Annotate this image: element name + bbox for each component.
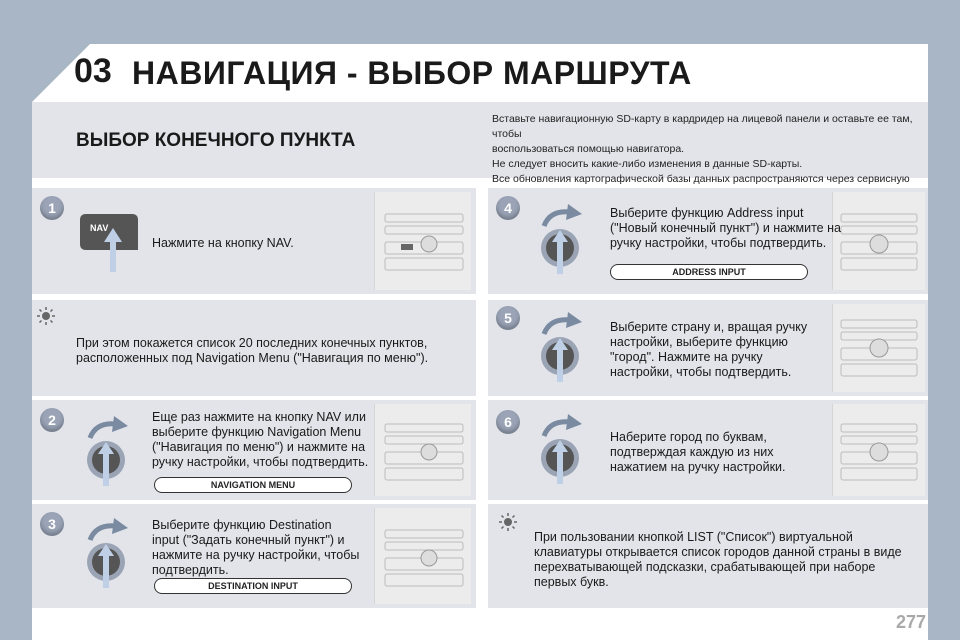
step-1-radio-image [374, 192, 471, 290]
navigation-menu-label: NAVIGATION MENU [154, 477, 352, 493]
nav-button-illustration [78, 210, 148, 256]
intro-line: воспользоваться помощью навигатора. [492, 143, 685, 155]
step-6-line: нажатием на ручку настройки. [610, 460, 786, 474]
step-3-line: input ("Задать конечный пункт") и [152, 533, 345, 547]
intro-line: Все обновления картографической базы данных распространяются через сервисную [492, 173, 910, 185]
step-6-badge: 6 [496, 410, 520, 434]
step-5-radio-image [832, 304, 925, 392]
tip-1-line: расположенных под Navigation Menu ("Навигация по меню"). [76, 351, 429, 365]
lightbulb-icon [36, 306, 56, 326]
tip-2-text [534, 530, 902, 590]
tip-2-line: первых букв. [534, 575, 609, 589]
step-6-text [610, 430, 786, 475]
address-input-label: ADDRESS INPUT [610, 264, 808, 280]
rotary-knob-icon [538, 414, 588, 484]
nav-button-label: NAV [90, 223, 109, 233]
step-5-line: "город". Нажмите на ручку [610, 350, 763, 364]
step-4-radio-image [832, 192, 925, 290]
rotary-knob-icon [84, 416, 134, 486]
destination-input-label: DESTINATION INPUT [154, 578, 352, 594]
rotary-knob-icon [84, 518, 134, 588]
step-2-line: ручку настройки, чтобы подтвердить. [152, 455, 369, 469]
rotary-knob-icon [538, 204, 588, 274]
watermark: carmanualsonline.info [520, 612, 786, 639]
tip-1-text [76, 336, 428, 366]
intro-line: Вставьте навигационную SD-карту в кардридер на лицевой панели и оставьте ее там, чтобы [492, 113, 913, 140]
step-5-line: настройки, выберите функцию [610, 335, 788, 349]
step-1-text: Нажмите на кнопку NAV. [152, 236, 294, 250]
step-4-line: Выберите функцию Address input [610, 206, 804, 220]
step-4-line: ("Новый конечный пункт") и нажмите на [610, 221, 841, 235]
lightbulb-icon [498, 512, 518, 532]
step-5-line: настройки, чтобы подтвердить. [610, 365, 792, 379]
step-6-line: подтверждая каждую из них [610, 445, 774, 459]
intro-line: Не следует вносить какие-либо изменения в данные SD-карты. [492, 158, 803, 170]
page-number: 277 [896, 612, 927, 632]
step-1-badge: 1 [40, 196, 64, 220]
step-3-line: подтвердить. [152, 563, 229, 577]
step-6-radio-image [832, 404, 925, 496]
step-4-text [610, 206, 841, 251]
step-2-radio-image [374, 404, 471, 496]
step-4-badge: 4 [496, 196, 520, 220]
step-3-text [152, 518, 359, 578]
step-4-line: ручку настройки, чтобы подтвердить. [610, 236, 827, 250]
chapter-number: 03 [74, 52, 112, 90]
rotary-knob-icon [538, 312, 588, 382]
page-title: НАВИГАЦИЯ - ВЫБОР МАРШРУТА [132, 55, 692, 91]
step-3-line: Выберите функцию Destination [152, 518, 332, 532]
step-2-badge: 2 [40, 408, 64, 432]
step-5-text [610, 320, 807, 380]
step-3-badge: 3 [40, 512, 64, 536]
tip-2-line: перехватывающей подсказки, срабатывающей при наборе [534, 560, 876, 574]
tip-2-line: клавиатуры открывается список городов данной страны в виде [534, 545, 902, 559]
step-5-badge: 5 [496, 306, 520, 330]
step-2-line: выберите функцию Navigation Menu [152, 425, 362, 439]
tip-2-line: При пользовании кнопкой LIST ("Список") виртуальной [534, 530, 853, 544]
tip-1-line: При этом покажется список 20 последних конечных пунктов, [76, 336, 428, 350]
step-3-radio-image [374, 508, 471, 604]
step-2-line: Еще раз нажмите на кнопку NAV или [152, 410, 366, 424]
step-6-line: Наберите город по буквам, [610, 430, 767, 444]
step-3-line: нажмите на ручку настройки, чтобы [152, 548, 360, 562]
step-2-text [152, 410, 368, 470]
section-subtitle: ВЫБОР КОНЕЧНОГО ПУНКТА [76, 130, 356, 151]
step-2-line: ("Навигация по меню") и нажмите на [152, 440, 366, 454]
step-5-line: Выберите страну и, вращая ручку [610, 320, 808, 334]
